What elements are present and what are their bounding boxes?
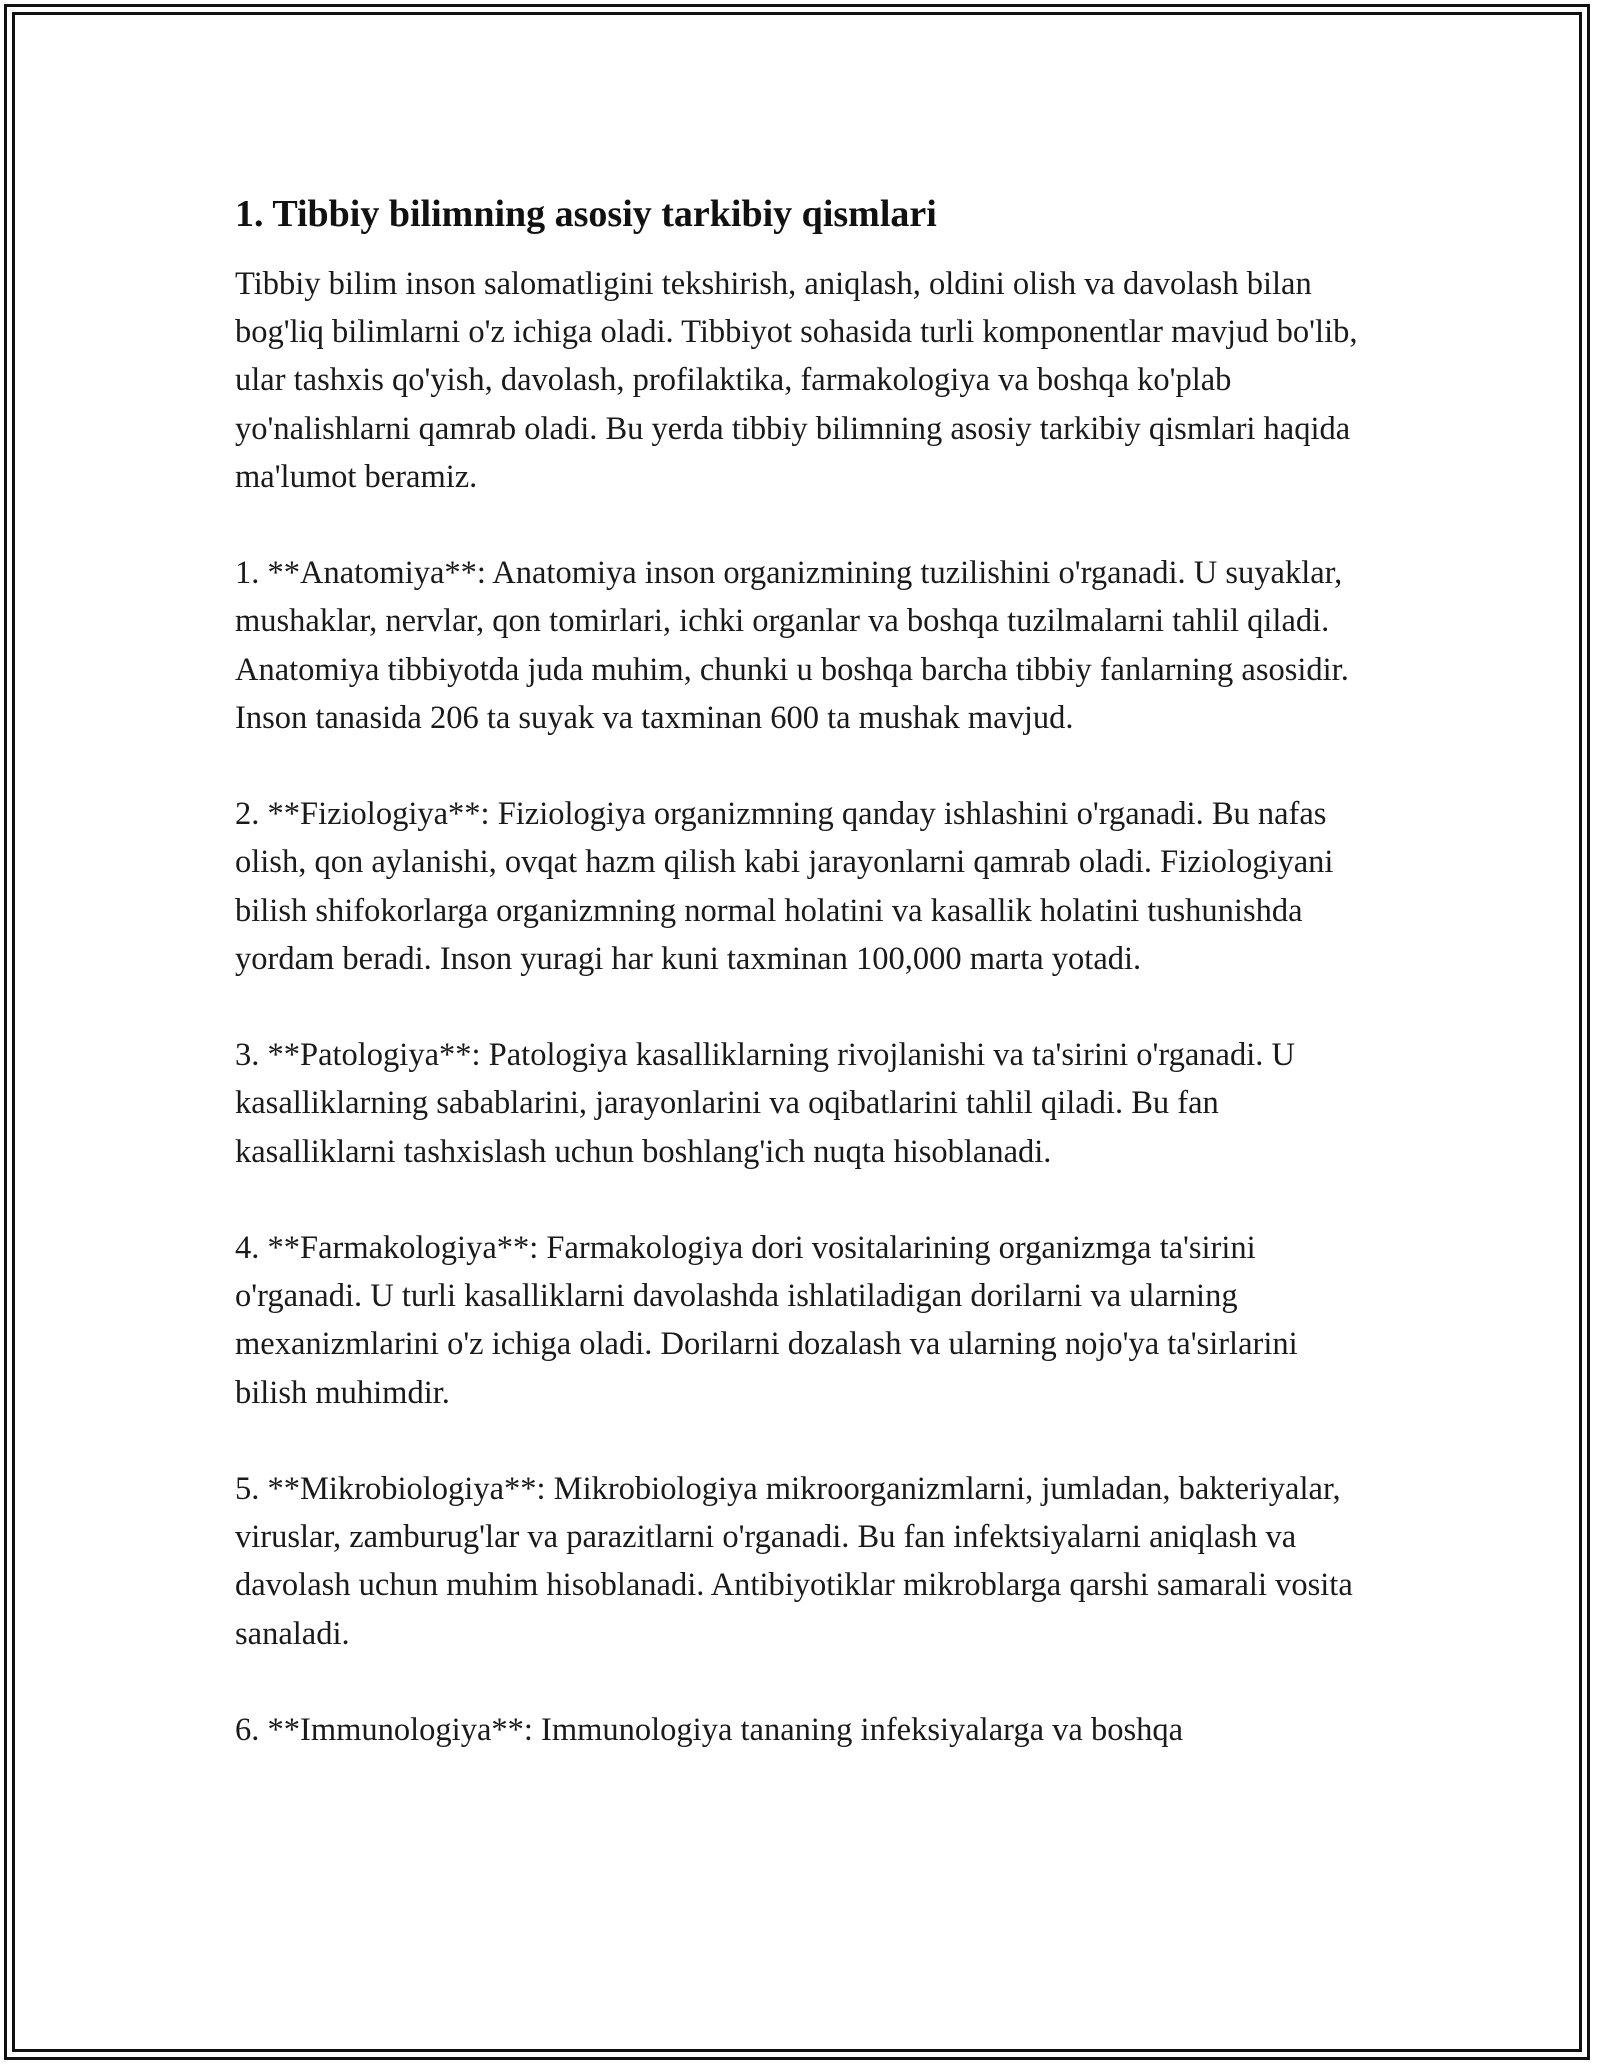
document-title: 1. Tibbiy bilimning asosiy tarkibiy qismlari	[235, 193, 937, 235]
section-farmakologiya: 4. **Farmakologiya**: Farmakologiya dori vositalarining organizmga ta'sirini o'rganadi. U turli kasalliklarni davolashda ishlatiladigan dorilarni va ularning mexanizmlarini o'z ichiga oladi. Dorilarni dozalash va ularning nojo'ya ta'sirlarini bilish muhimdir.	[235, 1230, 1298, 1411]
document-body	[235, 190, 1370, 1754]
section-fiziologiya: 2. **Fiziologiya**: Fiziologiya organizmning qanday ishlashini o'rganadi. Bu nafas olish, qon aylanishi, ovqat hazm qilish kabi jarayonlarni qamrab oladi. Fiziologiyani bilish shifokorlarga organizmning normal holatini va kasallik holatini tushunishda yordam beradi. Inson yuragi har kuni taxminan 100,000 marta yotadi.	[235, 796, 1334, 977]
section-patologiya: 3. **Patologiya**: Patologiya kasalliklarning rivojlanishi va ta'sirini o'rganadi. U kasalliklarning sabablarini, jarayonlarini va oqibatlarini tahlil qiladi. Bu fan kasalliklarni tashxislash uchun boshlang'ich nuqta hisoblanadi.	[235, 1037, 1295, 1170]
section-mikrobiologiya: 5. **Mikrobiologiya**: Mikrobiologiya mikroorganizmlarni, jumladan, bakteriyalar, viruslar, zamburug'lar va parazitlarni o'rganadi. Bu fan infektsiyalarni aniqlash va davolash uchun muhim hisoblanadi. Antibiyotiklar mikroblarga qarshi samarali vosita sanaladi.	[235, 1471, 1353, 1652]
section-anatomiya: 1. **Anatomiya**: Anatomiya inson organizmining tuzilishini o'rganadi. U suyaklar, mushaklar, nervlar, qon tomirlari, ichki organlar va boshqa tuzilmalarni tahlil qiladi. Anatomiya tibbiyotda juda muhim, chunki u boshqa barcha tibbiy fanlarning asosidir. Inson tanasida 206 ta suyak va taxminan 600 ta mushak mavjud.	[235, 555, 1349, 736]
intro-paragraph: Tibbiy bilim inson salomatligini tekshirish, aniqlash, oldini olish va davolash bilan bog'liq bilimlarni o'z ichiga oladi. Tibbiyot sohasida turli komponentlar mavjud bo'lib, ular tashxis qo'yish, davolash, profilaktika, farmakologiya va boshqa ko'plab yo'nalishlarni qamrab oladi. Bu yerda tibbiy bilimning asosiy tarkibiy qismlari haqida ma'lumot beramiz.	[235, 266, 1358, 495]
section-immunologiya: 6. **Immunologiya**: Immunologiya tananing infeksiyalarga va boshqa	[235, 1712, 1184, 1748]
